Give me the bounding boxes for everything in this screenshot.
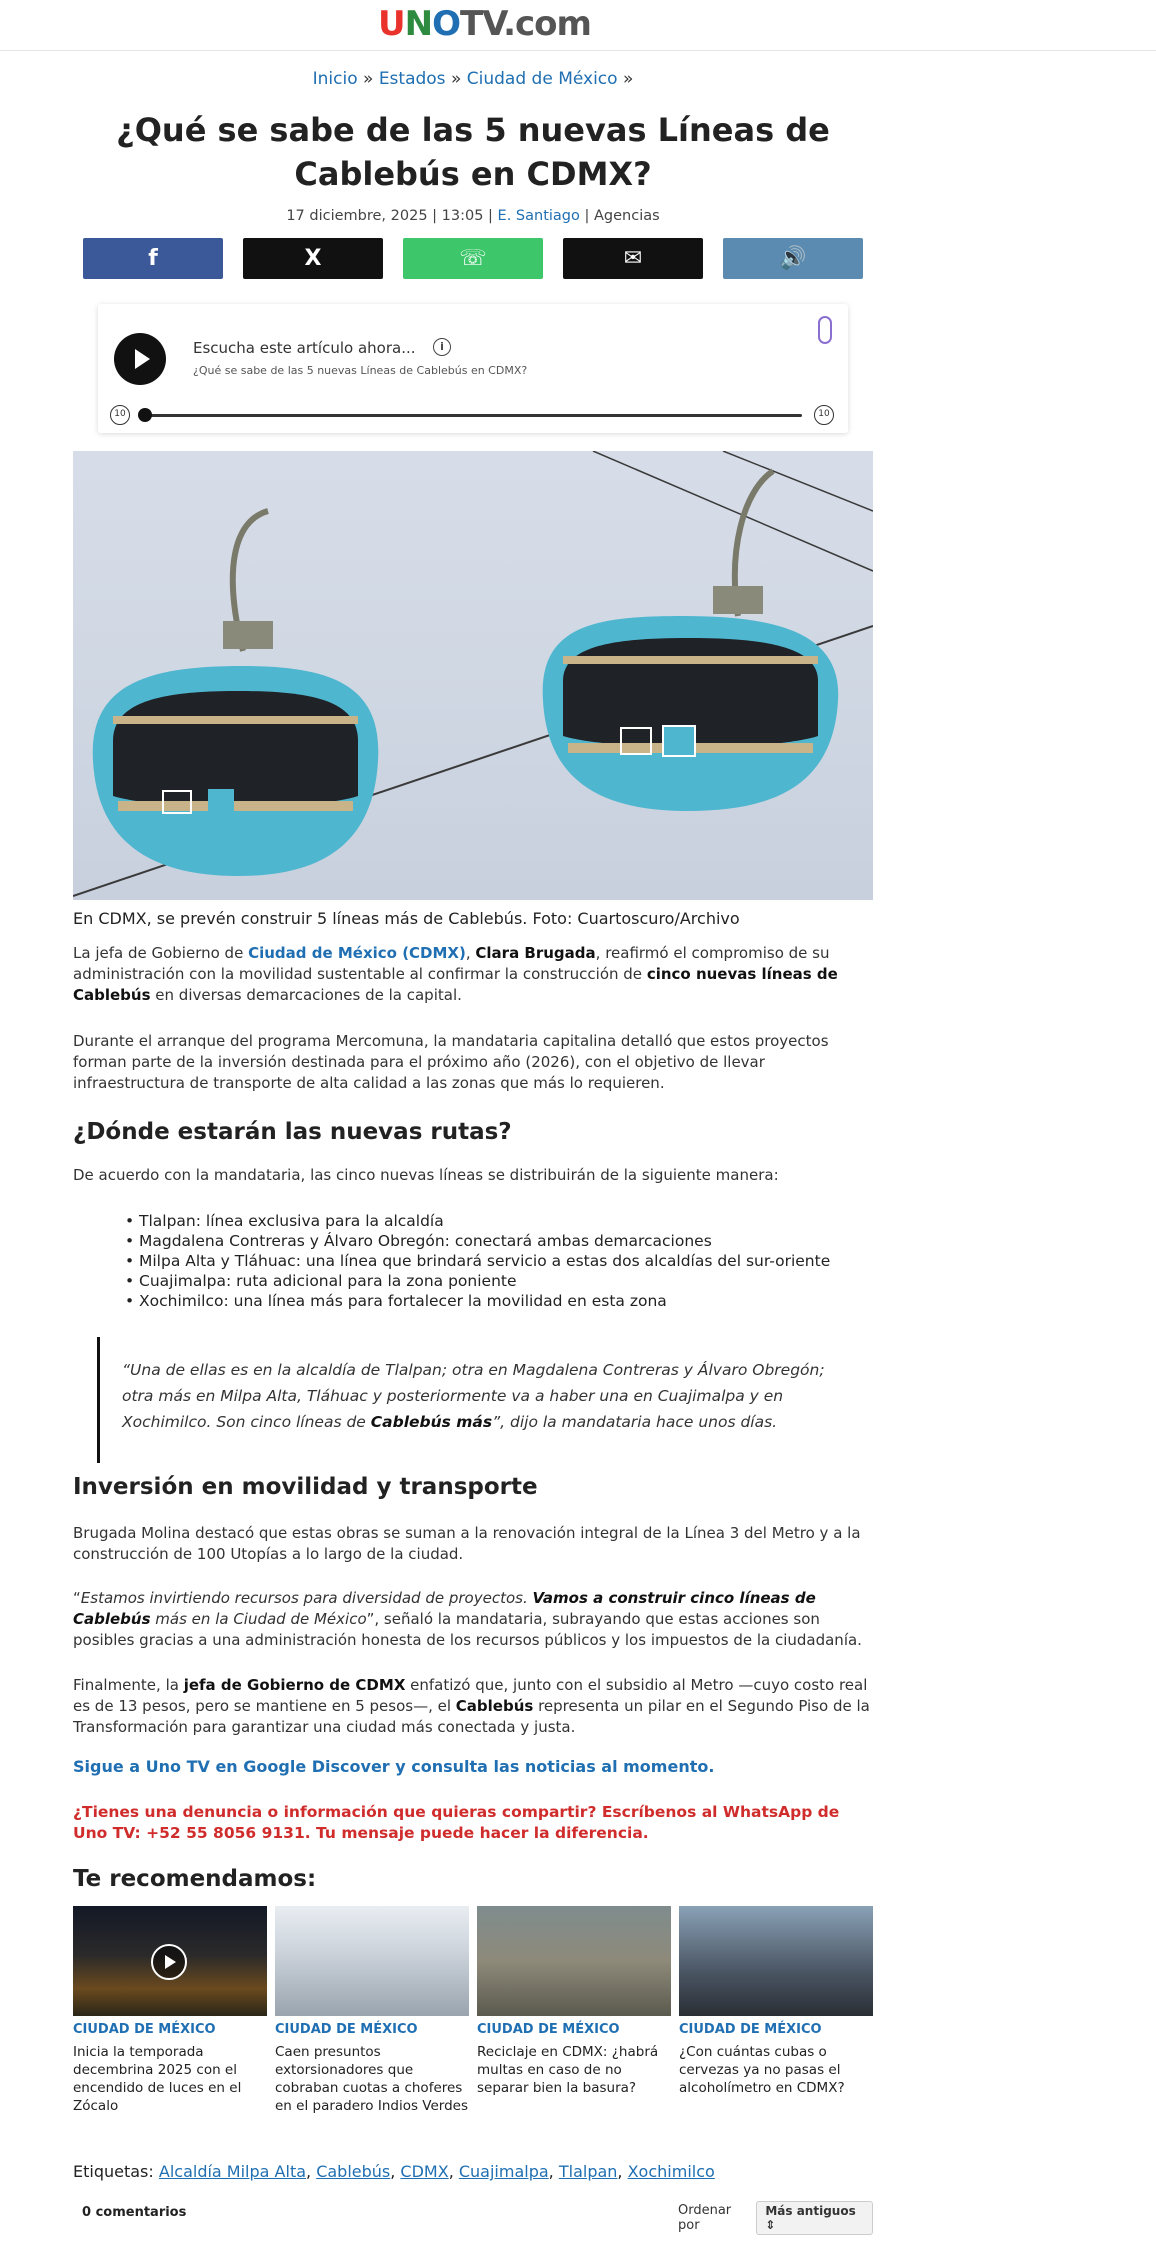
list-item: • Milpa Alta y Tláhuac: una línea que brindará servicio a estas dos alcaldías del sur-oriente	[125, 1251, 865, 1271]
x-icon: X	[304, 246, 322, 271]
hero-image	[73, 451, 873, 900]
p1-text: La jefa de Gobierno de	[73, 944, 249, 962]
unotv-logo[interactable]	[378, 2, 591, 46]
card-thumbnail[interactable]	[679, 1906, 873, 2016]
breadcrumb-estados[interactable]: Estados	[378, 69, 446, 89]
google-discover-link[interactable]: Sigue a Uno TV en Google Discover y consulta las noticias al momento.	[73, 1757, 715, 1776]
tag-link[interactable]: Xochimilco	[627, 2162, 715, 2181]
hero-caption: En CDMX, se prevén construir 5 líneas más de Cablebús. Foto: Cuartoscuro/Archivo	[73, 909, 740, 928]
forward-10-button[interactable]: 10	[814, 405, 834, 425]
tag-link[interactable]: Cuajimalpa	[458, 2162, 549, 2181]
share-facebook-button[interactable]	[83, 238, 223, 279]
listen-audio-button[interactable]	[723, 238, 863, 279]
recommended-title: Te recomendamos:	[73, 1866, 317, 1892]
recommended-card[interactable]	[679, 1906, 873, 2116]
paragraph-6	[73, 1675, 873, 1738]
article-meta	[73, 208, 873, 224]
cablecar-illustration	[73, 451, 873, 900]
heading-rutas: ¿Dónde estarán las nuevas rutas?	[73, 1119, 512, 1145]
list-item: • Tlalpan: línea exclusiva para la alcaldía	[125, 1211, 865, 1231]
card-thumbnail[interactable]	[73, 1906, 267, 2016]
quote-text: ”, dijo la mandataria hace unos días.	[492, 1413, 778, 1431]
tag-link[interactable]: Cablebús	[316, 2162, 391, 2181]
routes-list	[125, 1211, 865, 1311]
p6-text: enfatizó que, junto con el subsidio al Metro —cuyo costo real es de 13 pesos, pero se mantiene en 5 pesos—, el	[73, 1676, 868, 1715]
p1-text: , reafirmó el compromiso de su administración con la movilidad sustentable al confirmar la construcción de	[73, 944, 830, 983]
list-item: • Xochimilco: una línea más para fortalecer la movilidad en esta zona	[125, 1291, 865, 1311]
article-author-link[interactable]: E. Santiago	[497, 208, 580, 224]
tag-link[interactable]: CDMX	[400, 2162, 449, 2181]
article-title: ¿Qué se sabe de las 5 nuevas Líneas de Cablebús en CDMX?	[116, 111, 830, 193]
order-label: Ordenar por	[678, 2203, 732, 2233]
card-title[interactable]: Caen presuntos extorsionadores que cobraban cuotas a choferes en el paradero Indios Verdes	[275, 2044, 469, 2114]
tag-link[interactable]: Tlalpan	[558, 2162, 618, 2181]
play-button[interactable]	[114, 333, 166, 385]
cdmx-link[interactable]: Ciudad de México (CDMX)	[248, 944, 466, 962]
p1-strong: Clara Brugada	[475, 944, 596, 962]
site-header	[0, 0, 1156, 51]
paragraph-4: Brugada Molina destacó que estas obras se suman a la renovación integral de la Línea 3 del Metro y a la construcción de 100 Utopías a lo largo de la ciudad.	[73, 1524, 861, 1563]
breadcrumb-cdmx[interactable]: Ciudad de México	[466, 69, 618, 89]
recommended-grid	[73, 1906, 873, 2116]
p5-text: “	[73, 1589, 81, 1607]
info-icon[interactable]: i	[433, 338, 451, 356]
email-icon: ✉	[623, 246, 643, 271]
share-whatsapp-button[interactable]	[403, 238, 543, 279]
card-category[interactable]: CIUDAD DE MÉXICO	[679, 2022, 822, 2037]
share-bar	[83, 238, 863, 279]
logo-letter-u: U	[378, 4, 405, 44]
order-select[interactable]: Más antiguos ⇕	[756, 2201, 873, 2235]
article-source: | Agencias	[584, 208, 660, 224]
card-thumbnail[interactable]	[477, 1906, 671, 2016]
list-item: • Cuajimalpa: ruta adicional para la zona poniente	[125, 1271, 865, 1291]
recommended-card[interactable]	[73, 1906, 267, 2116]
card-category[interactable]: CIUDAD DE MÉXICO	[477, 2022, 620, 2037]
audio-player	[98, 304, 848, 433]
tag-link[interactable]: Alcaldía Milpa Alta	[158, 2162, 307, 2181]
breadcrumb-separator: »	[363, 69, 374, 89]
p5-emphasis: Estamos invirtiendo recursos para diversidad de proyectos.	[80, 1589, 533, 1607]
whatsapp-icon: ☏	[459, 246, 487, 271]
p1-strong: cinco nuevas líneas de Cablebús	[73, 965, 838, 1004]
progress-track[interactable]	[142, 414, 802, 417]
p5-emphasis: más en la Ciudad de México	[150, 1610, 367, 1628]
card-title[interactable]: Inicia la temporada decembrina 2025 con el encendido de luces en el Zócalo	[73, 2044, 242, 2114]
logo-letter-o: O	[432, 4, 460, 44]
quote-text: “Una de ellas es en la alcaldía de Tlalpan; otra en Magdalena Contreras y Álvaro Obregón; otra más en Milpa Alta, Tláhuac y posteriormente va a haber una en Cuajimalpa y en Xochimilco. Son cinco líneas de	[122, 1361, 825, 1431]
quote-strong: Cablebús más	[370, 1413, 493, 1431]
video-play-icon[interactable]	[151, 1944, 187, 1980]
recommended-card[interactable]	[477, 1906, 671, 2116]
logo-letter-n: N	[404, 4, 433, 44]
play-icon	[135, 349, 150, 369]
breadcrumb-separator: »	[450, 69, 462, 89]
p6-strong: jefa de Gobierno de CDMX	[183, 1676, 406, 1694]
breadcrumb-inicio[interactable]: Inicio	[312, 69, 358, 89]
paragraph-1	[73, 943, 873, 1006]
p6-text: Finalmente, la	[73, 1676, 184, 1694]
quote-block	[97, 1337, 857, 1463]
tags-row: Etiquetas: Alcaldía Milpa Alta, Cablebús, CDMX, Cuajimalpa, Tlalpan, Xochimilco	[73, 2162, 715, 2181]
list-item: • Magdalena Contreras y Álvaro Obregón: conectará ambas demarcaciones	[125, 1231, 865, 1251]
play-triangle-icon	[165, 1955, 176, 1969]
speaker-icon: 🔊	[779, 246, 807, 271]
logo-tv-com: TV.com	[459, 4, 591, 44]
p6-strong: Cablebús	[455, 1697, 534, 1715]
p1-text: ,	[465, 944, 476, 962]
share-email-button[interactable]	[563, 238, 703, 279]
card-title[interactable]: Reciclaje en CDMX: ¿habrá multas en caso de no separar bien la basura?	[477, 2044, 659, 2096]
player-title: Escucha este artículo ahora...	[193, 339, 416, 357]
p5-text: ”, señaló la mandataria, subrayando que estas acciones son posibles gracias a una administración honesta de los recursos públicos y los impuestos de la ciudadanía.	[73, 1610, 862, 1649]
rewind-10-button[interactable]: 10	[110, 405, 130, 425]
card-category[interactable]: CIUDAD DE MÉXICO	[73, 2022, 216, 2037]
comments-order	[678, 2201, 873, 2235]
facebook-icon: f	[148, 246, 158, 271]
player-brand-icon[interactable]	[818, 316, 832, 344]
breadcrumb	[73, 69, 873, 89]
comments-count: 0 comentarios	[82, 2205, 187, 2220]
paragraph-2: Durante el arranque del programa Mercomuna, la mandataria capitalina detalló que estos proyectos forman parte de la inversión destinada para el próximo año (2026), con el objetivo de llevar infraestructura de transporte de alta calidad a las zonas que más lo requieren.	[73, 1032, 829, 1092]
p1-text: en diversas demarcaciones de la capital.	[150, 986, 462, 1004]
player-subtitle: ¿Qué se sabe de las 5 nuevas Líneas de Cablebús en CDMX?	[193, 364, 528, 377]
card-title[interactable]: ¿Con cuántas cubas o cervezas ya no pasas el alcoholímetro en CDMX?	[679, 2044, 845, 2096]
breadcrumb-separator: »	[622, 69, 634, 89]
p5-strong: Vamos a construir cinco líneas de Cablebús	[73, 1589, 816, 1628]
p6-text: representa un pilar en el Segundo Piso de la Transformación para garantizar una ciudad más conectada y justa.	[73, 1697, 870, 1736]
tags-label: Etiquetas:	[73, 2162, 154, 2181]
article-date: 17 diciembre, 2025 | 13:05 |	[286, 208, 493, 224]
whatsapp-denuncia-text: ¿Tienes una denuncia o información que quieras compartir? Escríbenos al WhatsApp de Uno TV: +52 55 8056 9131. Tu mensaje puede hacer la diferencia.	[73, 1803, 840, 1842]
card-thumbnail[interactable]	[275, 1906, 469, 2016]
paragraph-3: De acuerdo con la mandataria, las cinco nuevas líneas se distribuirán de la siguiente manera:	[73, 1166, 779, 1184]
heading-inversion: Inversión en movilidad y transporte	[73, 1474, 538, 1500]
paragraph-5	[73, 1588, 873, 1651]
share-x-button[interactable]	[243, 238, 383, 279]
progress-knob[interactable]	[138, 408, 152, 422]
card-category[interactable]: CIUDAD DE MÉXICO	[275, 2022, 418, 2037]
recommended-card[interactable]	[275, 1906, 469, 2116]
